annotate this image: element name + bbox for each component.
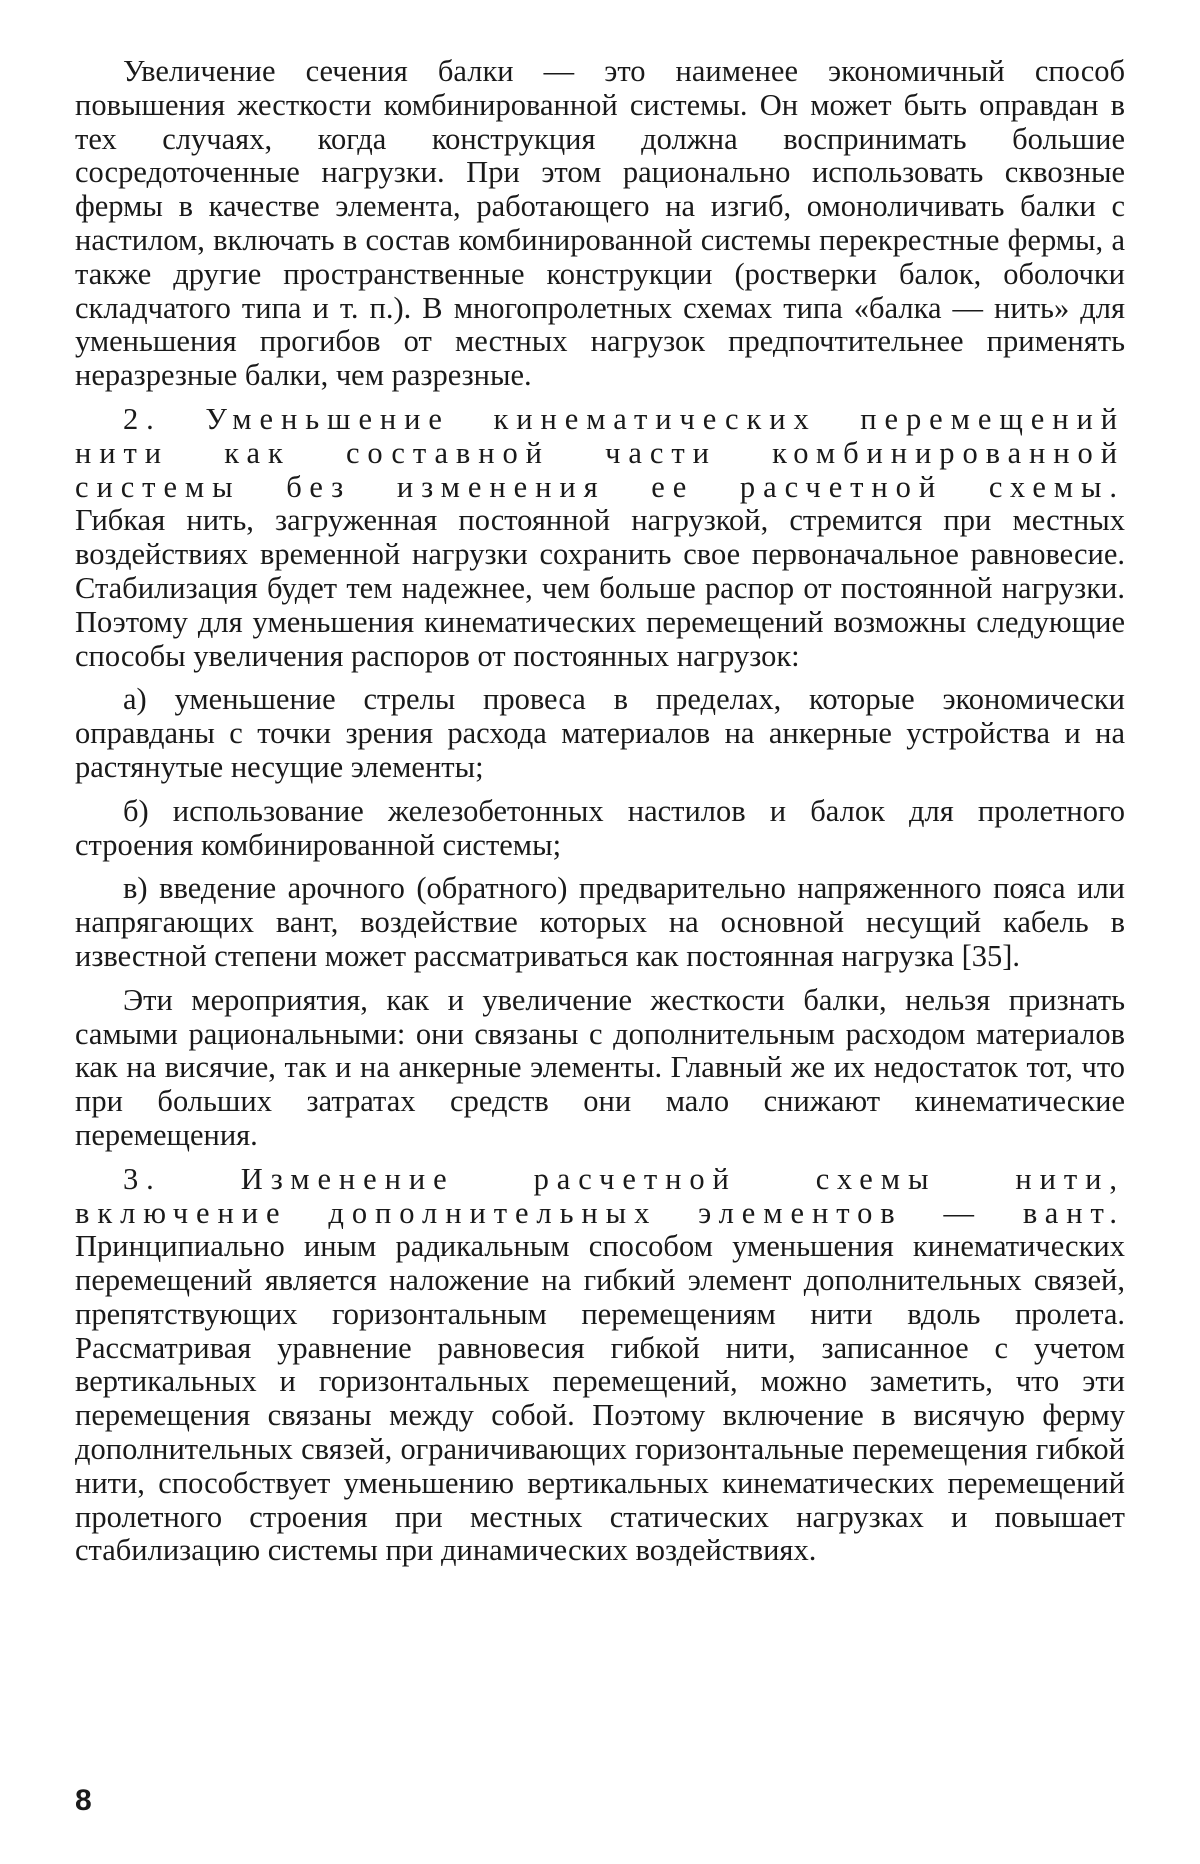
page-number: 8	[75, 1784, 92, 1817]
paragraph-1: Увеличение сечения балки — это наименее экономичный способ повышения жесткости комбинированной системы. Он может быть оправдан в тех случаях, когда конструкция должна воспринимать большие сосредоточенные нагрузки. При этом рационально использовать сквозные фермы в качестве элемента, работающего на изгиб, омоноличивать балки с настилом, включать в состав комбинированной системы перекрестные фермы, а также другие пространственные конструкции (ростверки балок, оболочки складчатого типа и т. п.). В многопролетных схемах типа «балка — нить» для уменьшения прогибов от местных нагрузок предпочтительнее применять неразрезные балки, чем разрезные.	[75, 54, 1125, 393]
paragraph-6: Эти мероприятия, как и увеличение жесткости балки, нельзя признать самыми рациональными: они связаны с дополнительным расходом материалов как на висячие, так и на анкерные элементы. Главный же их недостаток тот, что при больших затратах средств они мало снижают кинематические перемещения.	[75, 982, 1125, 1152]
list-item-b: б) использование железобетонных настилов и балок для пролетного строения комбинированной системы;	[75, 793, 1125, 862]
paragraph-2-body: Гибкая нить, загруженная постоянной нагрузкой, стремится при местных воздействиях временной нагрузки сохранить свое первоначальное равновесие. Стабилизация будет тем надежнее, чем больше распор от постоянной нагрузки. Поэтому для уменьшения кинематических перемещений возможны следующие способы увеличения распоров от постоянных нагрузок:	[75, 503, 1125, 673]
list-item-c: в) введение арочного (обратного) предварительно напряженного пояса или напрягающих вант, воздействие которых на основной несущий кабель в известной степени может рассматриваться как постоянная нагрузка [35].	[75, 871, 1125, 973]
section-2-heading: 2. Уменьшение кинематических перемещений нити как составной части комбинированной системы без изменения ее расчетной схемы.	[75, 401, 1125, 504]
list-item-a: а) уменьшение стрелы провеса в пределах, которые экономически оправданы с точки зрения расхода материалов на анкерные устройства и на растянутые несущие элементы;	[75, 682, 1125, 784]
page-body	[75, 55, 1125, 1568]
paragraph-2	[75, 403, 1125, 673]
section-3-heading: 3. Изменение расчетной схемы нити, включение дополнительных элементов — вант.	[75, 1161, 1125, 1230]
paragraph-7	[75, 1163, 1125, 1569]
paragraph-7-body: Принципиально иным радикальным способом уменьшения кинематических перемещений является наложение на гибкий элемент дополнительных связей, препятствующих горизонтальным перемещениям нити вдоль пролета. Рассматривая уравнение равновесия гибкой нити, записанное с учетом вертикальных и горизонтальных перемещений, можно заметить, что эти перемещения связаны между собой. Поэтому включение в висячую ферму дополнительных связей, ограничивающих горизонтальные перемещения гибкой нити, способствует уменьшению вертикальных кинематических перемещений пролетного строения при местных статических нагрузках и повышает стабилизацию системы при динамических воздействиях.	[75, 1229, 1125, 1568]
